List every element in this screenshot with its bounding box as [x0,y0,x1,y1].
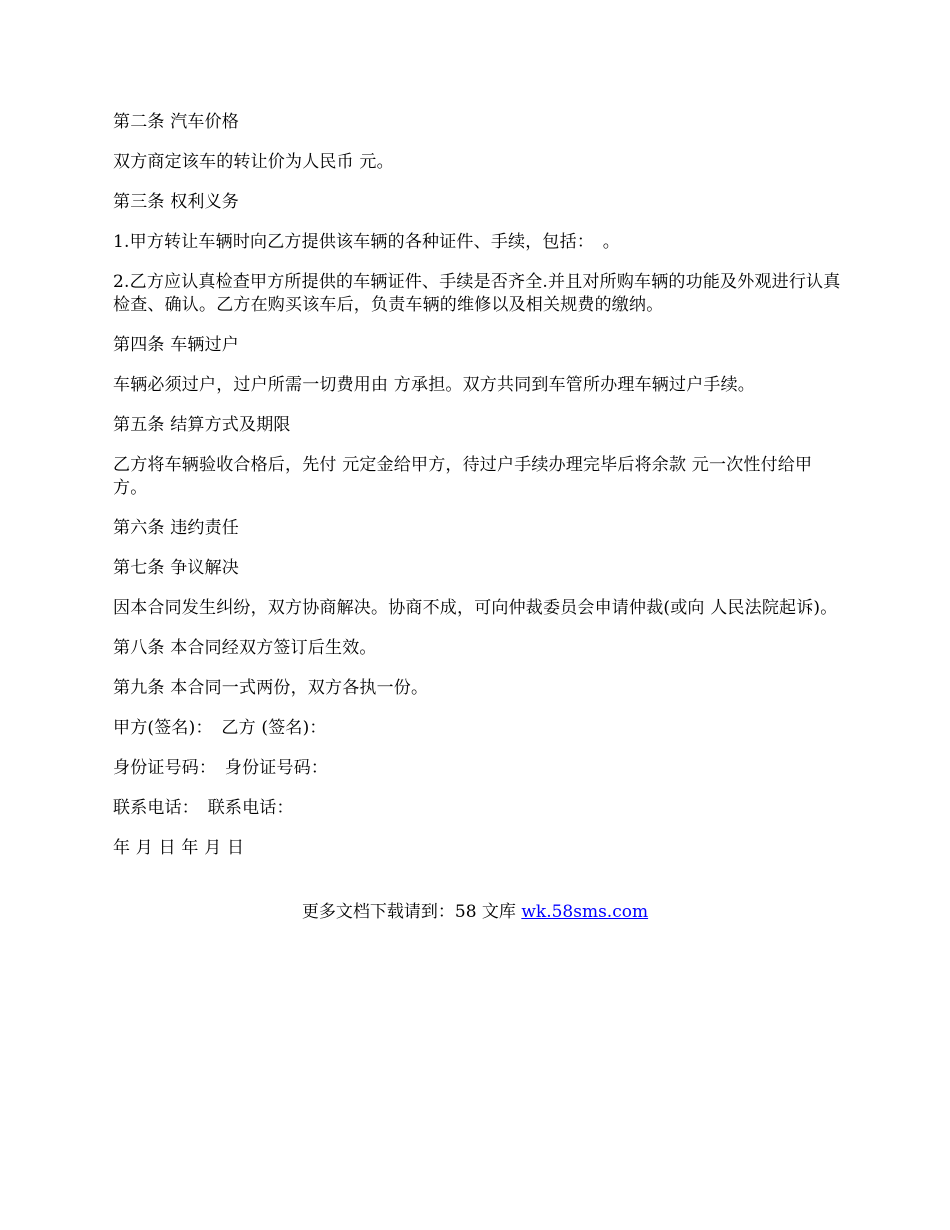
article-8: 第八条 本合同经双方签订后生效。 [113,638,377,658]
article-3-heading: 第三条 权利义务 [113,192,240,212]
signature-line: 甲方(签名)： 乙方 (签名)： [113,718,327,738]
article-2-heading: 第二条 汽车价格 [113,112,240,132]
price-clause: 双方商定该车的转让价为人民币 元。 [113,152,394,172]
document-body [113,111,843,877]
article-7-heading: 第七条 争议解决 [113,558,240,578]
obligation-item-1: 1.甲方转让车辆时向乙方提供该车辆的各种证件、手续，包括： 。 [113,232,620,252]
article-9: 第九条 本合同一式两份，双方各执一份。 [113,678,429,698]
dispute-clause: 因本合同发生纠纷，双方协商解决。协商不成，可向仲裁委员会申请仲裁(或向 人民法院起诉)。 [113,598,838,618]
footer-text: 更多文档下载请到：58 文库 [301,902,522,922]
footer-link[interactable]: wk.58sms.com [521,902,649,922]
article-6-heading: 第六条 违约责任 [113,518,240,538]
article-5-heading: 第五条 结算方式及期限 [113,415,291,435]
footer [0,900,950,924]
id-number-line: 身份证号码： 身份证号码： [113,758,329,778]
obligation-item-2: 2.乙方应认真检查甲方所提供的车辆证件、手续是否齐全.并且对所购车辆的功能及外观进行认真检查、确认。乙方在购买该车后，负责车辆的维修以及相关规费的缴纳。 [113,272,841,315]
transfer-clause: 车辆必须过户，过户所需一切费用由 方承担。双方共同到车管所办理车辆过户手续。 [113,375,756,395]
date-line: 年 月 日 年 月 日 [113,838,245,858]
settlement-clause: 乙方将车辆验收合格后，先付 元定金给甲方，待过户手续办理完毕后将余款 元一次性付给甲方。 [113,455,813,498]
phone-line: 联系电话： 联系电话： [113,798,294,818]
article-4-heading: 第四条 车辆过户 [113,335,240,355]
